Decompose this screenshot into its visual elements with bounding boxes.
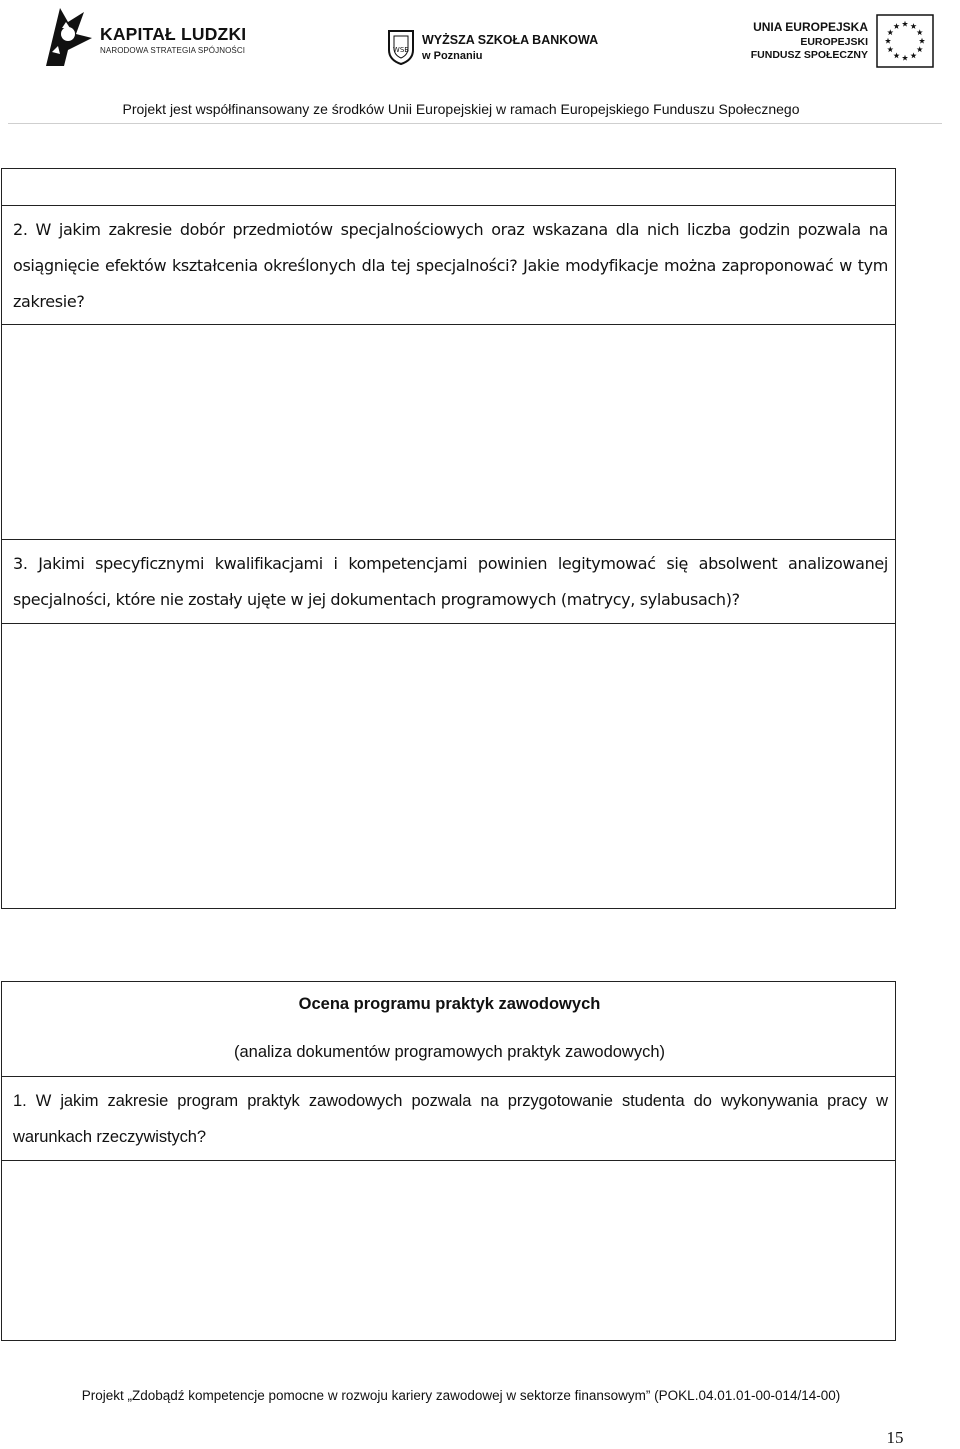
wsb-city: w Poznaniu (422, 50, 483, 62)
question-3-text: 3. Jakimi specyficznymi kwalifikacjami i kompetencjami powinien legitymować się absolwent analizowanej specjalności, które nie zostały ujęte w jej dokumentach programowych (matrycy, sylabusach)? (13, 554, 888, 609)
eu-union-text: UNIA EUROPEJSKA (753, 20, 868, 34)
answer-box-3[interactable] (1, 623, 896, 909)
eu-flag-icon (876, 14, 934, 68)
project-footer: Projekt „Zdobądź kompetencje pomocne w rozwoju kariery zawodowej w sektorze finansowym” (POKL.04.01.01-00-014/14-00) (81, 1388, 841, 1403)
kapital-ludzki-title: KAPITAŁ LUDZKI (100, 24, 247, 44)
eu-fund-text-1: EUROPEJSKI (800, 36, 868, 48)
section-title: Ocena programu praktyk zawodowych (298, 995, 601, 1013)
wsb-emblem-text: WSB (392, 46, 410, 54)
answer-box-previous[interactable] (1, 168, 896, 206)
answer-box-practice-1[interactable] (1, 1160, 896, 1341)
kapital-ludzki-logo (38, 4, 253, 70)
wsb-crest-icon (386, 28, 416, 66)
question-cell-practice-1 (1, 1076, 896, 1161)
kapital-ludzki-subtitle: NARODOWA STRATEGIA SPÓJNOŚCI (100, 46, 246, 55)
practice-question-1-text: 1. W jakim zakresie program praktyk zawodowych pozwala na przygotowanie studenta do wykonywania pracy w warunkach rzeczywistych? (13, 1092, 888, 1146)
question-cell-2 (1, 205, 896, 325)
section-header-practice (1, 981, 896, 1077)
eu-logo (748, 14, 934, 70)
wsb-name: WYŻSZA SZKOŁA BANKOWA (422, 33, 599, 47)
answer-box-2[interactable] (1, 324, 896, 540)
cofinancing-note: Projekt jest współfinansowany ze środków Unii Europejskiej w ramach Europejskiego Funduszu Społecznego (122, 101, 800, 117)
section-subtitle: (analiza dokumentów programowych praktyk zawodowych) (233, 1043, 666, 1061)
kapital-ludzki-logo-icon (38, 4, 96, 70)
question-2-text: 2. W jakim zakresie dobór przedmiotów specjalnościowych oraz wskazana dla nich liczba godzin pozwala na osiągnięcie efektów kształcenia określonych dla tej specjalności? Jakie modyfikacje można zaproponować w tym zakresie? (13, 220, 888, 311)
wsb-logo (386, 26, 606, 68)
eu-fund-text-2: FUNDUSZ SPOŁECZNY (750, 49, 868, 61)
page-number: 15 (886, 1428, 904, 1447)
header-divider (8, 123, 942, 124)
question-cell-3 (1, 539, 896, 624)
